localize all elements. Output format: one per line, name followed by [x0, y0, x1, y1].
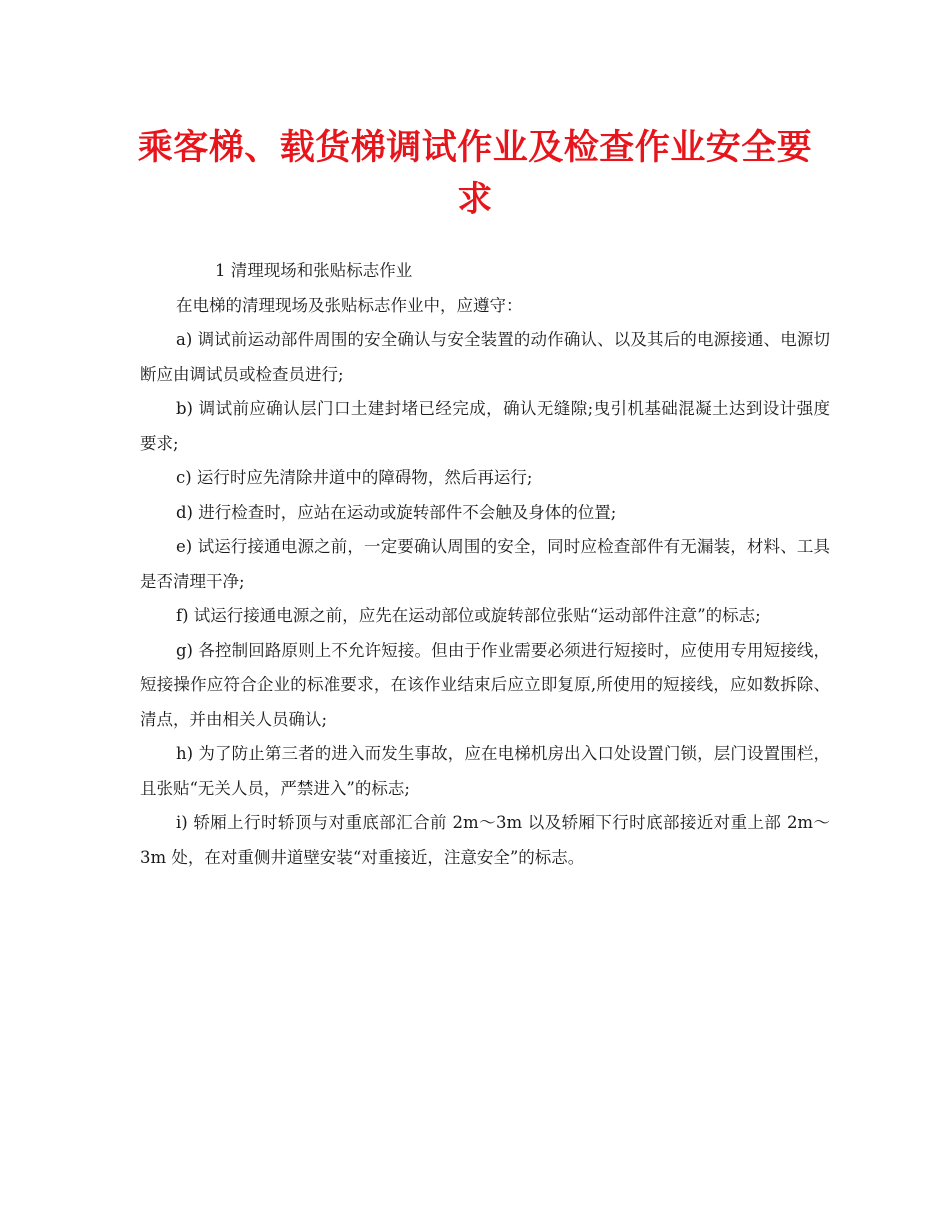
item-d-paragraph: d) 进行检查时，应站在运动或旋转部件不会触及身体的位置;: [176, 502, 617, 522]
item-e-paragraph: e) 试运行接通电源之前，一定要确认周围的安全，同时应检查部件有无漏装，材料、工具是否清理干净;: [140, 537, 830, 591]
document-title: 乘客梯、载货梯调试作业及检查作业安全要求: [137, 128, 813, 220]
item-a-paragraph: a) 调试前运动部件周围的安全确认与安全装置的动作确认、以及其后的电源接通、电源切断应由调试员或检查员进行;: [140, 330, 830, 384]
item-c-paragraph: c) 运行时应先清除井道中的障碍物，然后再运行;: [176, 468, 533, 487]
intro-paragraph: 在电梯的清理现场及张贴标志作业中，应遵守：: [176, 295, 523, 315]
item-h-paragraph: h) 为了防止第三者的进入而发生事故，应在电梯机房出入口处设置门锁，层门设置围栏，且张贴“无关人员，严禁进入”的标志;: [140, 744, 830, 798]
item-i-paragraph: i) 轿厢上行时轿顶与对重底部汇合前 2m～3m 以及轿厢下行时底部接近对重上部 2m～3m 处，在对重侧井道壁安装“对重接近，注意安全”的标志。: [140, 813, 830, 867]
section-heading: 1 清理现场和张贴标志作业: [215, 261, 413, 280]
item-b-paragraph: b) 调试前应确认层门口土建封堵已经完成，确认无缝隙;曳引机基础混凝土达到设计强度要求;: [140, 399, 830, 453]
item-g-paragraph: g) 各控制回路原则上不允许短接。但由于作业需要必须进行短接时，应使用专用短接线，短接操作应符合企业的标准要求，在该作业结束后应立即复原,所使用的短接线，应如数拆除、清点，并由相关人员确认;: [140, 640, 830, 729]
item-f-paragraph: f) 试运行接通电源之前，应先在运动部位或旋转部位张贴“运动部件注意”的标志;: [176, 606, 761, 625]
document-body: [140, 254, 830, 875]
